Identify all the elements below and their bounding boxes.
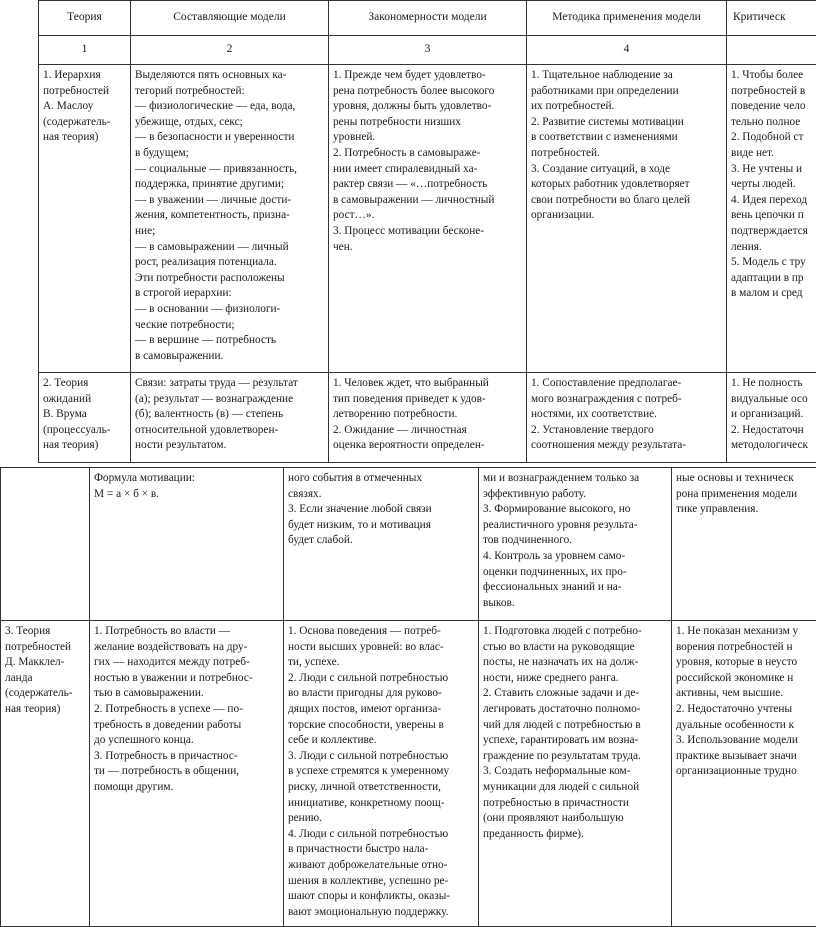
table-row-vroom-continued	[1, 468, 816, 621]
table-row-mcclelland	[1, 621, 816, 927]
column-number: 1	[39, 36, 131, 65]
critique-cell: 1. Чтобы более потребностей в поведение чело тельно полное 2. Подобной ст виде нет. 3. Не учтены и черты людей. 4. Идея переход вень цепочки п подтверждается ления. 5. Модель с тру адаптации в пр в малом и сред	[731, 69, 808, 300]
header-components: Составляющие модели	[131, 1, 329, 36]
column-number: 3	[329, 36, 527, 65]
table-row-vroom	[39, 373, 816, 463]
theories-table-top	[38, 0, 816, 463]
components-cell: Формула мотивации: М = а × б × в.	[94, 472, 195, 500]
column-number	[727, 36, 816, 65]
method-cell: 1. Подготовка людей с потребно- стью во власти на руководящие посты, не назначать их на долж- ности, ниже среднего ранга. 2. Ставить сложные задачи и де- легировать достаточно полномо- чий для людей с потребностью в успехе, гарантировать им возна- граждение по результатам труда. 3. Создать неформальные ком- муникации для людей с сильной потребностью в причастности (они проявляют наибольшую преданность фирме).	[483, 625, 642, 840]
column-number-row	[39, 36, 816, 65]
components-cell: Выделяются пять основных ка- тегорий потребностей: — физиологические — еда, вода, убежище, отдых, секс; — в безопасности и уверенности в будущем; — социальные — привязанность, поддержка, принятие другими; — в уважении — личные дости- жения, компетентность, призна- ние; — в самовыражении — личный рост, реализация потенциала. Эти потребности расположены в строгой иерархии: — в основании — физиологи- ческие потребности; — в вершине — потребность в самовыражении.	[135, 69, 297, 362]
components-cell: 1. Потребность во власти — желание воздействовать на дру- гих — находится между потреб- ностью в уважении и потребнос- тью в самовыражении. 2. Потребность в успехе — по- требность в доведении работы до успешного конца. 3. Потребность в причастнос- ти — потребность в общении, помощи другим.	[94, 625, 253, 793]
header-patterns: Закономерности модели	[329, 1, 527, 36]
theory-cell: 1. Иерархия потребностей А. Маслоу (содержатель- ная теория)	[43, 69, 111, 144]
patterns-cell: 1. Прежде чем будет удовлетво- рена потребность более высокого уровня, должны быть удовлетво- рены потребности низших уровней. 2. Потребность в самовыраже- нии имеет спиралевидный ха- рактер связи — «…потребность в самовыражении — личностный рост…». 3. Процесс мотивации бесконе- чен.	[333, 69, 495, 253]
method-cell: 1. Сопоставление предполагае- мого вознаграждения с потреб- ностями, их соответствие. 2. Установление твердого соотношения между результата-	[531, 377, 686, 452]
critique-cell: ные основы и техническ рона применения модели тике управления.	[676, 472, 798, 516]
header-row	[39, 1, 816, 36]
method-cell: ми и вознаграждением только за эффективную работу. 3. Формирование высокого, но реалистичного уровня результа- тов подчиненного. 4. Контроль за уровнем само- оценки подчиненных, их про- фессиональных знаний и на- выков.	[483, 472, 640, 609]
theory-cell: 2. Теория ожиданий В. Врума (процессуаль- ная теория)	[43, 377, 111, 452]
theories-table-bottom	[0, 467, 816, 927]
header-theory: Теория	[39, 1, 131, 36]
header-critique: Критическ	[727, 1, 816, 36]
critique-cell: 1. Не полность видуальные осо и организаций. 2. Недостаточн методологическ	[731, 377, 808, 452]
patterns-cell: ного события в отмеченных связях. 3. Если значение любой связи будет низким, то и мотивация будет слабой.	[288, 472, 432, 547]
column-number: 4	[527, 36, 727, 65]
patterns-cell: 1. Человек ждет, что выбранный тип поведения приведет к удов- летворению потребности. 2. Ожидание — личностная оценка вероятности определен-	[333, 377, 489, 452]
method-cell: 1. Тщательное наблюдение за работниками при определении их потребностей. 2. Развитие системы мотивации в соответствии с изменениями потребностей. 3. Создание ситуаций, в ходе которых работник удовлетворяет свои потребности во благо целей организации.	[531, 69, 691, 222]
theory-cell: 3. Теория потребностей Д. Макклел- ланда (содержатель- ная теория)	[5, 625, 73, 715]
header-method: Методика применения модели	[527, 1, 727, 36]
table-row-maslow	[39, 65, 816, 373]
patterns-cell: 1. Основа поведения — потреб- ности высших уровней: во влас- ти, успехе. 2. Люди с сильной потребностью во власти пригодны для руково- дящих постов, имеют организа- торские способности, уверены в себе и коллективе. 3. Люди с сильной потребностью в успехе стремятся к умеренному риску, личной ответственности, инициативе, конкретному поощ- рению. 4. Люди с сильной потребностью в причастности быстро нала- живают доброжелательные отно- шения в коллективе, успешно ре- шают споры и конфликты, оказы- вают эмоциональную поддержку.	[288, 625, 451, 918]
components-cell: Связи: затраты труда — результат (а); результат — вознаграждение (б); валентность (в) — степень относительной удовлетворен- ности результатом.	[135, 377, 298, 452]
column-number: 2	[131, 36, 329, 65]
critique-cell: 1. Не показан механизм у ворения потребностей н уровня, которые в неусто российской экономике н активны, чем высшие. 2. Недостаточно учтены дуальные особенности к 3. Использование модели практике вызывает значи организационные трудно	[676, 625, 799, 778]
